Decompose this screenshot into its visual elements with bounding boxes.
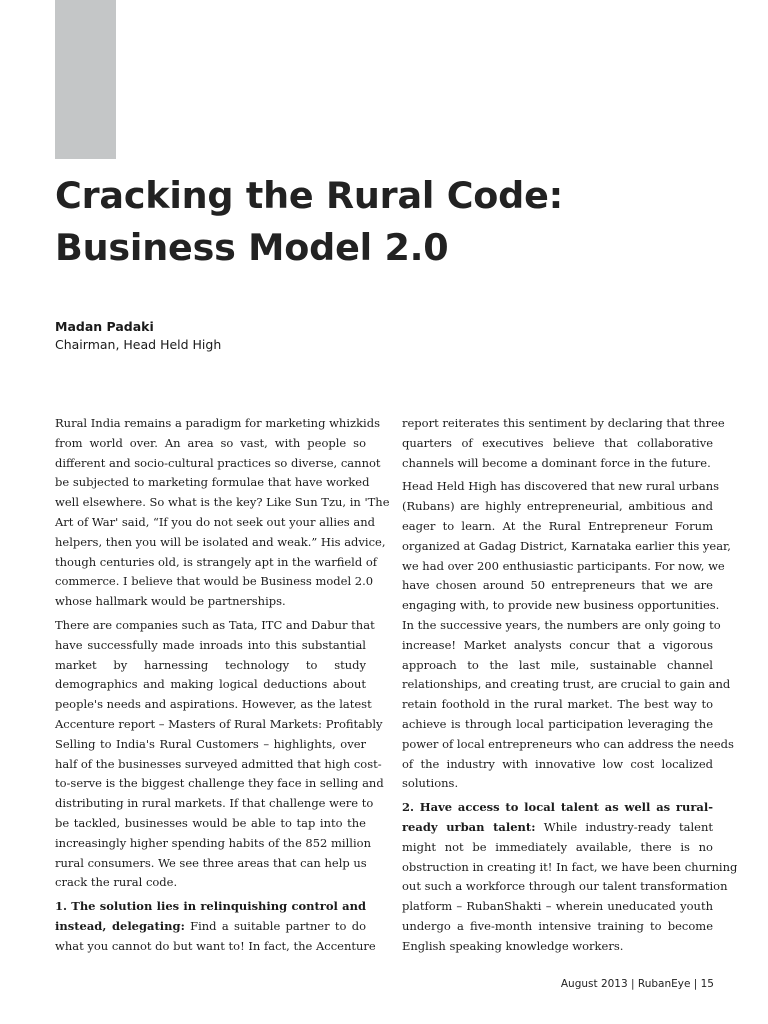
right-p2-line-7: engaging with, to provide new business opportunities. xyxy=(402,598,720,613)
right-p3-line-7: undergo a five-month intensive training to become xyxy=(402,918,713,933)
left-p3-line-1: 1. The solution lies in relinquishing control and xyxy=(55,899,366,914)
right-p2-line-16: solutions. xyxy=(402,776,459,791)
left-p2-line-8: half of the businesses surveyed admitted that high cost- xyxy=(55,756,382,771)
left-p1-line-4: be subjected to marketing formulae that have worked xyxy=(55,475,370,490)
left-p1-line-3: different and socio-cultural practices so diverse, cannot xyxy=(55,455,381,470)
left-p2-line-5: people's needs and aspirations. However, as the latest xyxy=(55,697,372,712)
left-p1-line-5: well elsewhere. So what is the key? Like Sun Tzu, in 'The xyxy=(55,495,390,510)
right-p3-line-2-rest: While industry-ready talent xyxy=(535,819,713,834)
right-p3-line-4: obstruction in creating it! In fact, we have been churning xyxy=(402,859,738,874)
left-p2-line-2: have successfully made inroads into this substantial xyxy=(55,637,366,652)
right-p3-bold-lead: ready urban talent: xyxy=(402,819,536,834)
left-p1-line-2: from world over. An area so vast, with people so xyxy=(55,435,366,450)
left-column xyxy=(55,414,390,961)
left-p1-line-8: though centuries old, is strangely apt in the warfield of xyxy=(55,554,378,569)
title-line-2: Business Model 2.0 xyxy=(55,226,449,269)
right-p2-line-15: of the industry with innovative low cost localized xyxy=(402,756,713,771)
left-p3-line-2 xyxy=(55,917,366,937)
left-p3-bold-lead: instead, delegating: xyxy=(55,918,185,933)
left-p2-line-4: demographics and making logical deductions about xyxy=(55,677,366,692)
author-block xyxy=(55,318,221,353)
right-column xyxy=(402,414,738,961)
right-p2-line-9: increase! Market analysts concur that a vigorous xyxy=(402,637,713,652)
left-p1-line-7: helpers, then you will be isolated and weak.” His advice, xyxy=(55,534,386,549)
left-paragraph-3 xyxy=(55,897,376,956)
right-p2-line-10: approach to the last mile, sustainable channel xyxy=(402,657,713,672)
right-p2-line-8: In the successive years, the numbers are only going to xyxy=(402,617,721,632)
right-p2-line-2: (Rubans) are highly entrepreneurial, ambitious and xyxy=(402,499,713,514)
left-p2-line-9: to-serve is the biggest challenge they face in selling and xyxy=(55,776,384,791)
decorative-accent-bar xyxy=(55,0,116,159)
right-p3-line-1: 2. Have access to local talent as well as rural- xyxy=(402,800,713,815)
right-p2-line-11: relationships, and creating trust, are crucial to gain and xyxy=(402,677,731,692)
right-p3-line-2 xyxy=(402,818,713,838)
right-p3-line-3: might not be immediately available, there is no xyxy=(402,839,713,854)
left-p2-line-12: increasingly higher spending habits of the 852 million xyxy=(55,835,371,850)
right-p2-line-5: we had over 200 enthusiastic participants. For now, we xyxy=(402,558,725,573)
author-role: Chairman, Head Held High xyxy=(55,337,222,352)
left-p1-line-10: whose hallmark would be partnerships. xyxy=(55,594,286,609)
left-p1-line-6: Art of War' said, “If you do not seek out your allies and xyxy=(55,514,375,529)
right-paragraph-3 xyxy=(402,798,738,956)
right-p1-line-1: report reiterates this sentiment by declaring that three xyxy=(402,416,725,430)
right-p2-line-12: retain foothold in the rural market. The best way to xyxy=(402,697,713,712)
left-p1-line-9: commerce. I believe that would be Business model 2.0 xyxy=(55,574,374,589)
left-p3-line-3: what you cannot do but want to! In fact, the Accenture xyxy=(55,938,376,953)
right-p3-line-5: out such a workforce through our talent transformation xyxy=(402,879,728,894)
left-p2-line-3: market by harnessing technology to study xyxy=(55,657,366,672)
left-p2-line-1: There are companies such as Tata, ITC and Dabur that xyxy=(55,617,375,632)
left-p2-line-10: distributing in rural markets. If that challenge were to xyxy=(55,796,374,811)
author-name: Madan Padaki xyxy=(55,319,154,334)
right-p1-line-3: channels will become a dominant force in the future. xyxy=(402,455,711,470)
left-p2-line-6: Accenture report – Masters of Rural Markets: Profitably xyxy=(55,716,383,731)
right-p2-line-1: Head Held High has discovered that new rural urbans xyxy=(402,479,720,494)
right-p2-line-3: eager to learn. At the Rural Entrepreneur Forum xyxy=(402,518,713,533)
right-p3-line-6: platform – RubanShakti – wherein uneducated youth xyxy=(402,899,713,914)
page-footer: August 2013 | RubanEye | 15 xyxy=(560,978,714,990)
right-p2-line-13: achieve is through local participation leveraging the xyxy=(402,716,713,731)
right-p2-line-4: organized at Gadag District, Karnataka earlier this year, xyxy=(402,538,731,553)
left-p2-line-14: crack the rural code. xyxy=(55,875,178,890)
left-p2-line-13: rural consumers. We see three areas that can help us xyxy=(55,855,367,870)
right-p1-line-2: quarters of executives believe that collaborative xyxy=(402,435,713,450)
article-title xyxy=(55,170,735,274)
right-p2-line-14: power of local entrepreneurs who can address the needs xyxy=(402,736,734,751)
left-p3-line-2-rest: Find a suitable partner to do xyxy=(184,918,366,933)
right-paragraph-2 xyxy=(402,477,734,794)
left-paragraph-1 xyxy=(55,414,390,612)
left-p1-line-1: Rural India remains a paradigm for marketing whizkids xyxy=(55,416,380,430)
left-p2-line-7: Selling to India's Rural Customers – highlights, over xyxy=(55,736,366,751)
right-p2-line-6: have chosen around 50 entrepreneurs that we are xyxy=(402,578,713,593)
left-paragraph-2 xyxy=(55,616,384,893)
left-p2-line-11: be tackled, businesses would be able to tap into the xyxy=(55,815,366,830)
title-line-1: Cracking the Rural Code: xyxy=(55,174,564,217)
right-paragraph-1 xyxy=(402,414,725,473)
right-p3-line-8: English speaking knowledge workers. xyxy=(402,938,624,953)
